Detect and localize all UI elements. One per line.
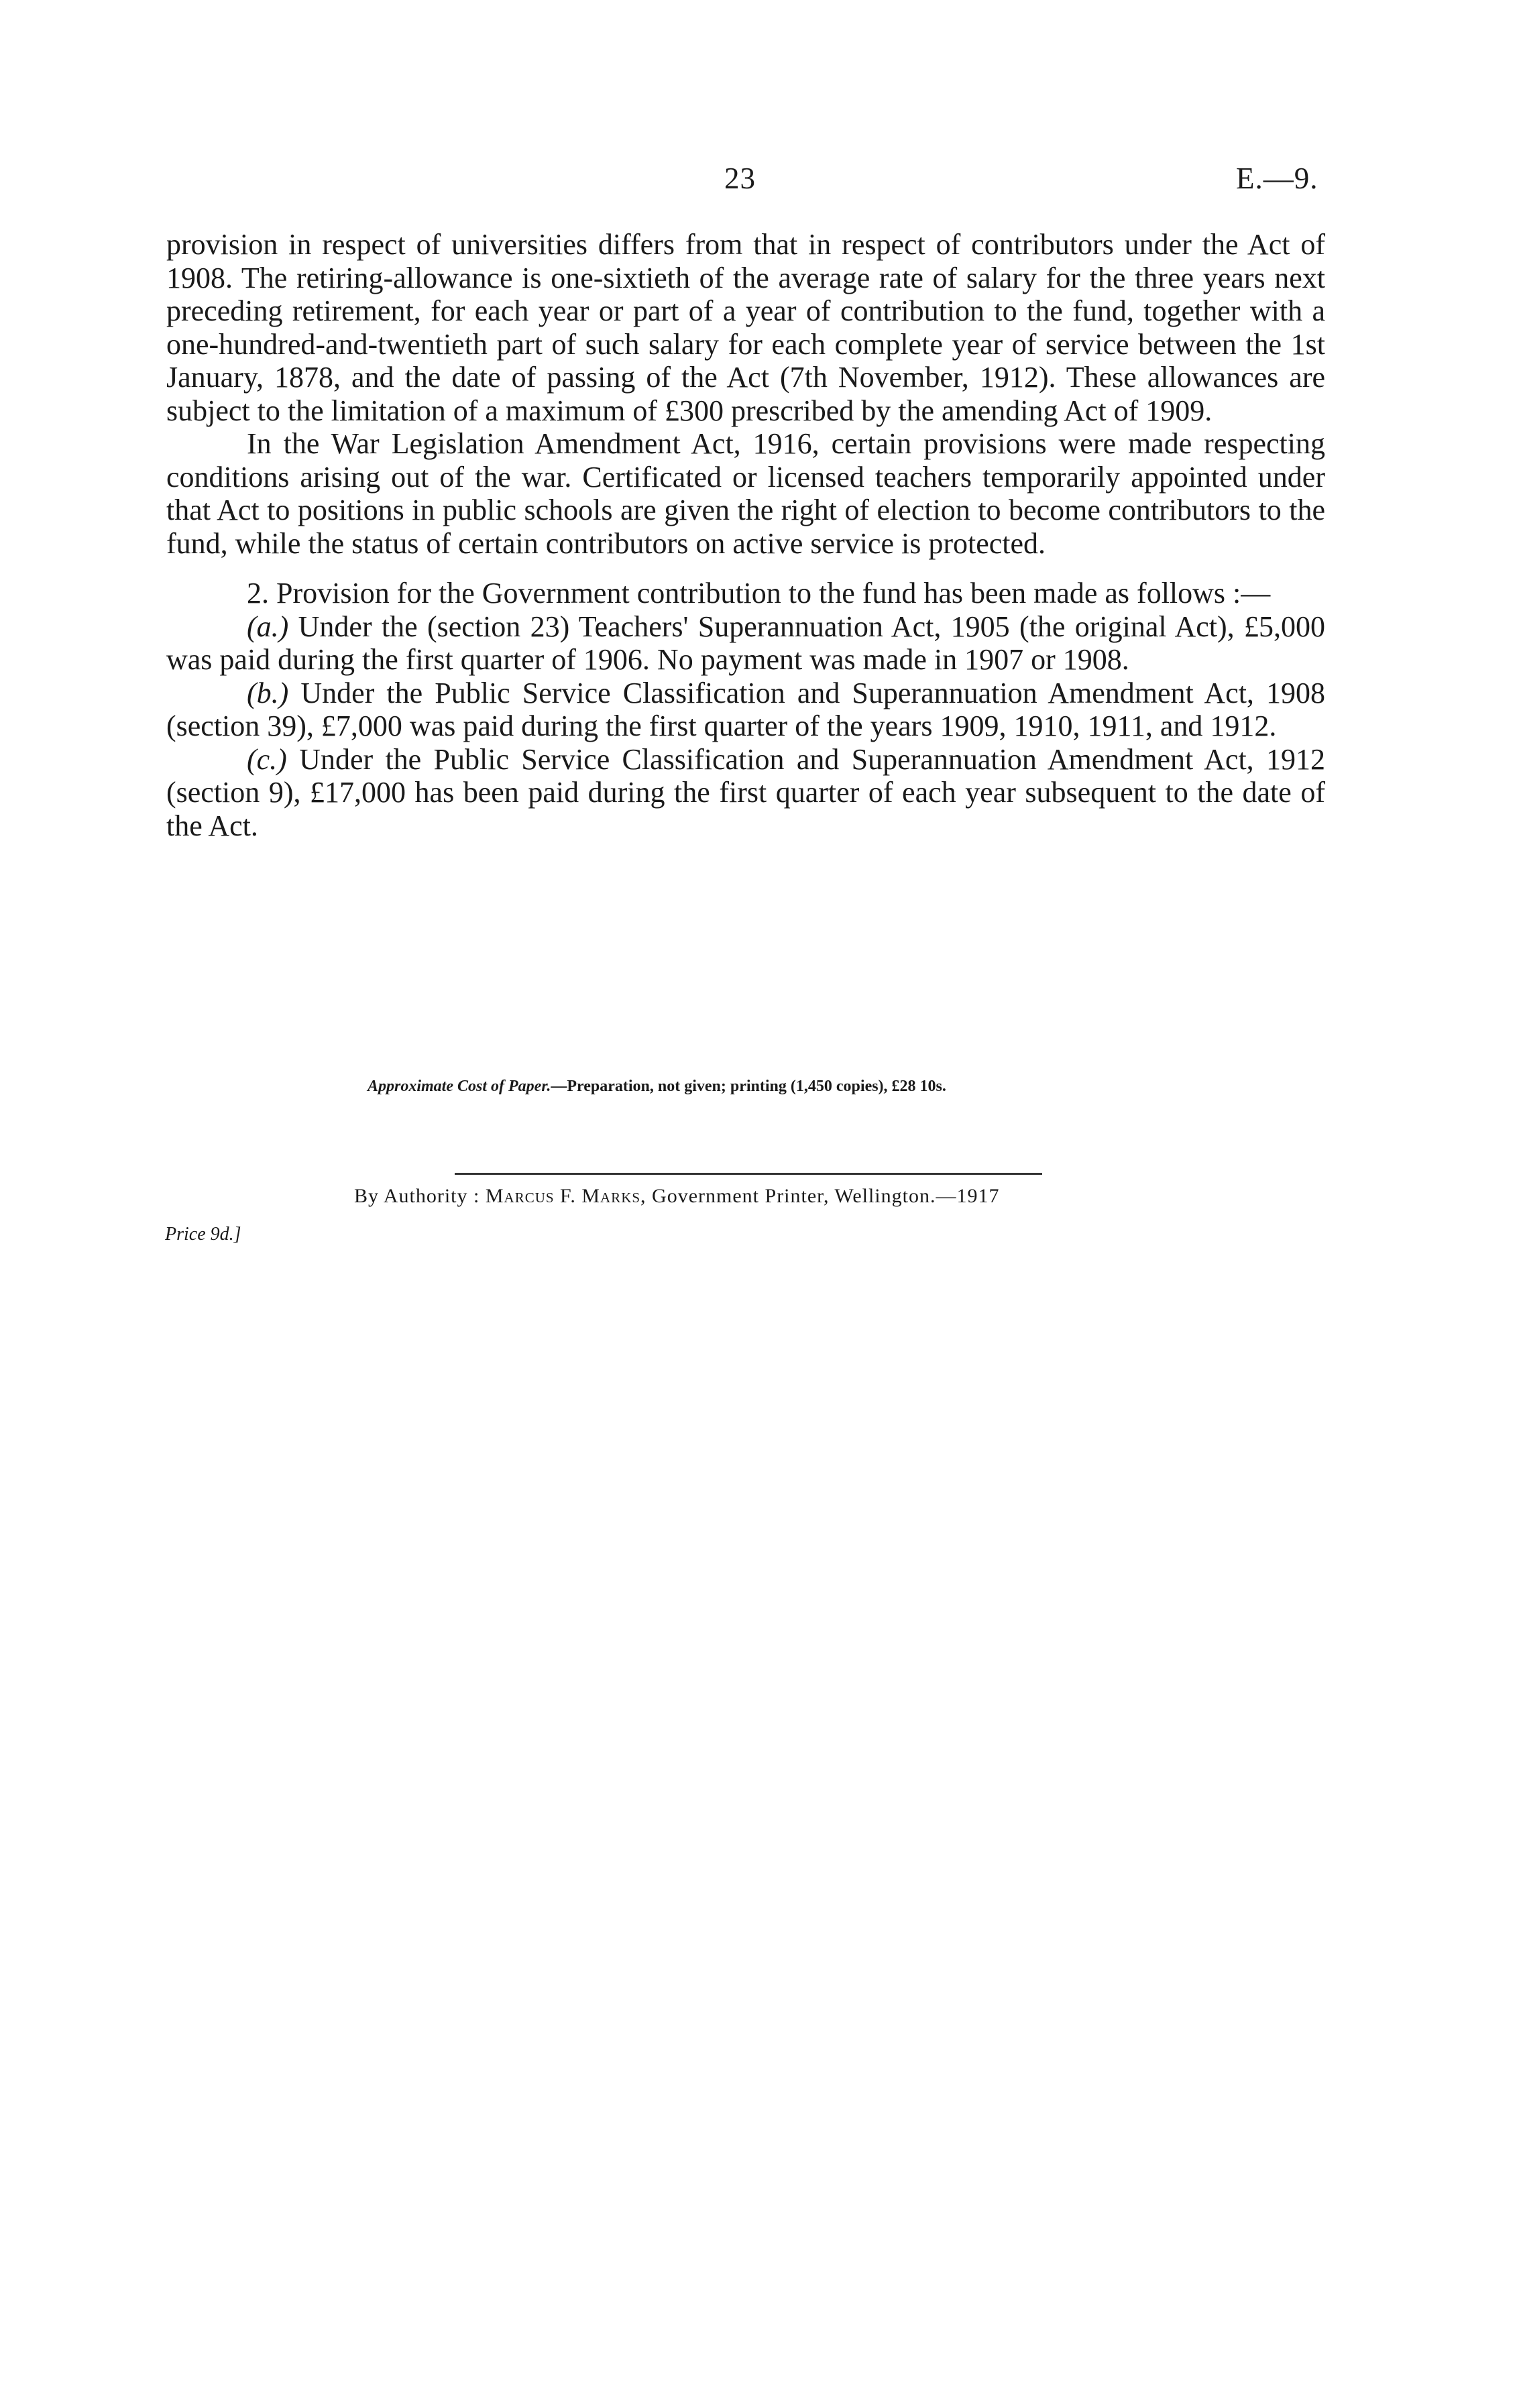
imprint-suffix: , Government Printer, Wellington.—1917	[640, 1185, 1000, 1207]
item-label: (b.)	[247, 676, 289, 709]
document-reference: E.—9.	[1236, 162, 1318, 195]
text-line: contribution to the fund, together with a one-hundred-and-twentieth part of such	[166, 294, 1325, 361]
item-text: Under the Public Service Classification and Superannuation Amendment Act, 1908 (section 39), £7,000 was paid during the first quarter of the years 1909, 1910, 1911, and 1912.	[166, 676, 1325, 742]
item-text: Under the Public Service Classification and Superannuation Amendment Act, 1912 (section 9), £17,000 has been paid during the first quarter of each year subsequent to the date of the Act.	[166, 742, 1325, 842]
item-text: Under the (section 23) Teachers' Superannuation Act, 1905 (the original Act), £5,000 was paid during the first quarter of 1906. No payment was made in 1907 or 1908.	[166, 610, 1325, 676]
list-item-b	[166, 677, 1325, 743]
divider-rule	[455, 1173, 1042, 1175]
text-line: the limitation of a maximum of £300 prescribed by the amending Act of 1909.	[287, 394, 1213, 427]
text-line: date of passing of the Act (7th November, 1912). These allowances are subject to	[166, 361, 1325, 427]
text-line: the Act of 1908. The retiring-allowance is one-sixtieth of the average rate of salary	[166, 228, 1325, 294]
text-line: salary for each complete year of service between the 1st January, 1878, and the	[166, 327, 1325, 394]
page-number: 23	[724, 162, 756, 195]
cost-label: Approximate Cost of Paper.	[368, 1078, 551, 1095]
list-item-a	[166, 610, 1325, 677]
approximate-cost-note	[368, 1078, 946, 1096]
price-note: Price 9d.]	[165, 1224, 241, 1245]
text-line: provision in respect of universities differs from that in respect of contributors under	[166, 228, 1192, 261]
paragraph-war-legislation: In the War Legislation Amendment Act, 1916, certain provisions were made respecting conditions arising out of the war. Certificated or licensed teachers temporarily appointed under that Act to positions in public schools are given the right of election to become contributors to the fund, while the status of certain contributors on active service is protected.	[166, 427, 1325, 560]
imprint-prefix: By Authority :	[354, 1185, 486, 1207]
item-label: (a.)	[247, 610, 289, 643]
cost-text: —Preparation, not given; printing (1,450 copies), £28 10s.	[551, 1078, 946, 1095]
paragraph-universities-provision	[166, 228, 1325, 427]
imprint-printer-name: Marcus F. Marks	[485, 1185, 641, 1207]
printer-imprint	[354, 1185, 999, 1208]
text-line: for the three years next preceding retirement, for each year or part of a year of	[166, 261, 1326, 327]
item-label: (c.)	[247, 742, 287, 776]
paragraph-government-contribution: 2. Provision for the Government contribution to the fund has been made as follows :—	[247, 577, 1271, 610]
body-text	[166, 228, 1325, 842]
list-item-c	[166, 743, 1325, 843]
